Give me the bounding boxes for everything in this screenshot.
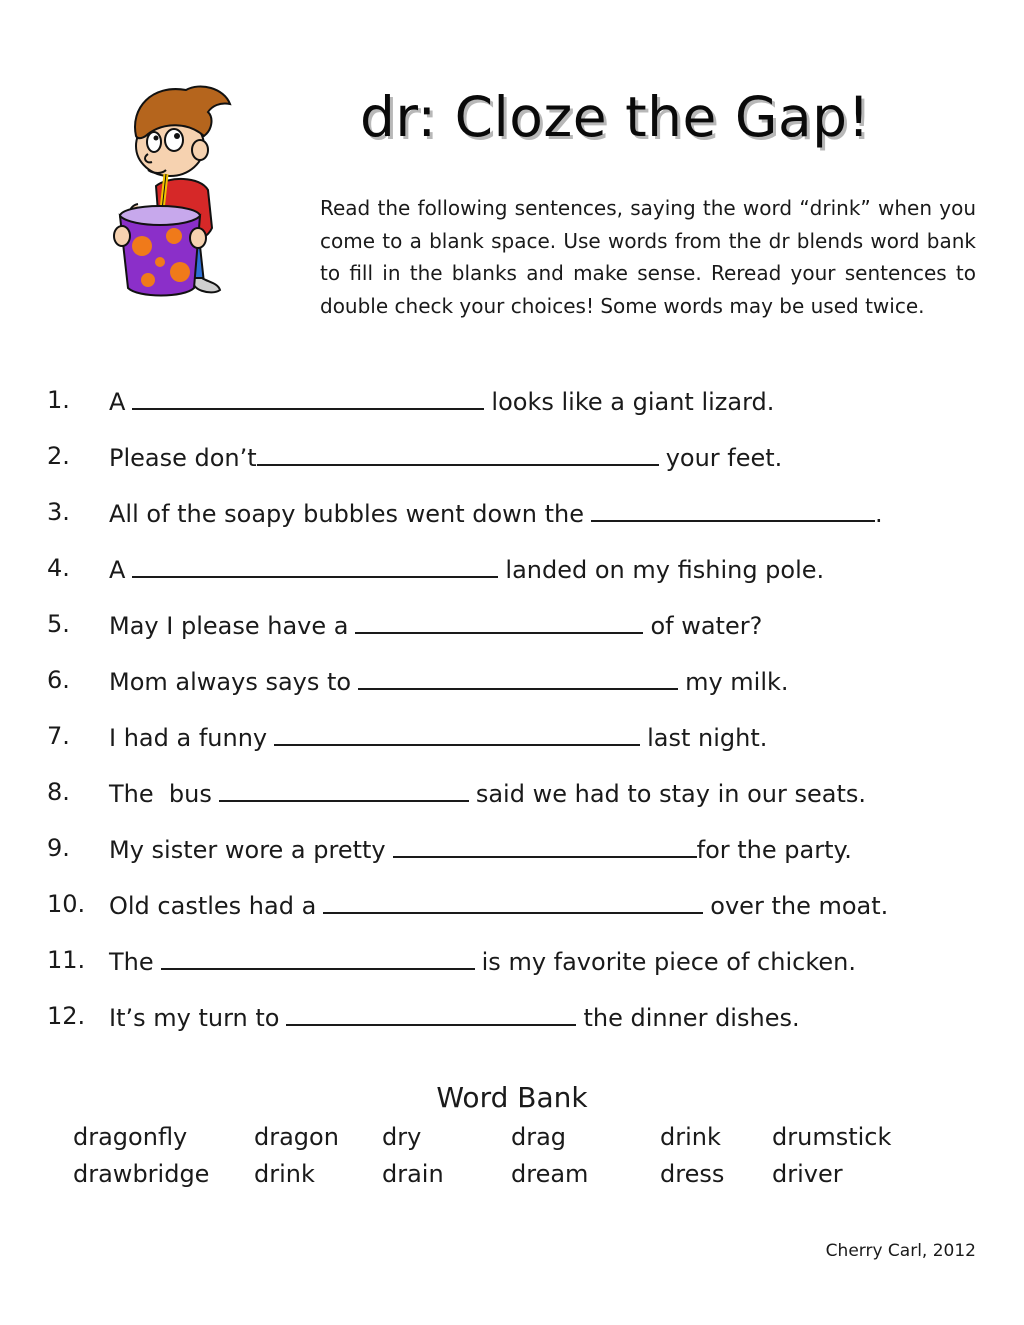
sentence-row [0,996,1024,1036]
sentence-text-after: the dinner dishes. [583,1004,800,1032]
sentence-text-after: of water? [650,612,763,640]
answer-blank[interactable] [355,604,643,634]
sentence-number: 10. [47,890,86,918]
sentence-text-after: is my favorite piece of chicken. [481,948,856,976]
word-bank-word: drain [382,1160,444,1188]
sentence-number: 2. [47,442,70,470]
sentence-row [0,828,1024,868]
answer-blank[interactable] [161,940,475,970]
answer-blank[interactable] [323,884,703,914]
sentence-row [0,940,1024,980]
answer-blank[interactable] [132,380,484,410]
word-bank-word: dream [511,1160,589,1188]
sentence-number: 12. [47,1002,86,1030]
sentence-row [0,436,1024,476]
sentence-text-after: my milk. [685,668,789,696]
author-credit: Cherry Carl, 2012 [825,1241,976,1261]
sentence-text-after: over the moat. [710,892,889,920]
sentence-number: 7. [47,722,70,750]
word-bank-word: drumstick [772,1123,892,1151]
sentence-number: 3. [47,498,70,526]
boy-drinking-illustration [108,78,258,300]
sentence-text-after: landed on my fishing pole. [505,556,825,584]
sentence-text-after: said we had to stay in our seats. [475,780,866,808]
word-bank-word: drink [254,1160,315,1188]
sentence-number: 8. [47,778,70,806]
sentence-text-before: A [109,556,126,584]
word-bank-word: dragonfly [73,1123,188,1151]
sentence-text-before: Mom always says to [109,668,352,696]
word-bank-word: dress [660,1160,725,1188]
sentence-text-after: for the party. [696,836,852,864]
word-bank-word: drawbridge [73,1160,210,1188]
instructions-paragraph: Read the following sentences, saying the word “drink” when you come to a blank space. Use words from the dr blends word bank to fill in the blanks and make sense. Reread your sentences to double check your choices! Some words may be used twice. [320,196,976,318]
word-bank-word: drink [660,1123,721,1151]
sentence-text-before: My sister wore a pretty [109,836,386,864]
sentence-text-after: last night. [647,724,768,752]
sentence-number: 5. [47,610,70,638]
sentence-text-before: Please don’t [109,444,257,472]
sentence-text-before: May I please have a [109,612,349,640]
sentence-text-before: It’s my turn to [109,1004,280,1032]
word-bank-word: drag [511,1123,567,1151]
sentence-text-before: Old castles had a [109,892,317,920]
word-bank-word: dry [382,1123,422,1151]
sentence-text-before: All of the soapy bubbles went down the [109,500,585,528]
sentence-number: 9. [47,834,70,862]
sentence-text-before: A [109,388,126,416]
sentence-row [0,716,1024,756]
sentence-text-before: I had a funny [109,724,268,752]
sentence-text-after: . [875,500,883,528]
answer-blank[interactable] [257,436,659,466]
sentence-row [0,604,1024,644]
sentence-text-after: your feet. [665,444,783,472]
answer-blank[interactable] [286,996,576,1026]
sentence-number: 4. [47,554,70,582]
answer-blank[interactable] [274,716,640,746]
word-bank-word: driver [772,1160,843,1188]
word-bank-title: Word Bank [436,1081,588,1114]
sentence-number: 1. [47,386,70,414]
sentence-row [0,772,1024,812]
sentence-text-before: The bus [109,780,212,808]
answer-blank[interactable] [591,492,875,522]
sentence-text-before: The [109,948,154,976]
answer-blank[interactable] [393,828,697,858]
sentence-row [0,492,1024,532]
sentence-number: 11. [47,946,86,974]
sentence-text-after: looks like a giant lizard. [491,388,775,416]
page-title: dr: Cloze the Gap! [360,85,871,149]
sentence-row [0,884,1024,924]
sentence-row [0,380,1024,420]
answer-blank[interactable] [132,548,498,578]
sentence-row [0,548,1024,588]
sentence-row [0,660,1024,700]
sentence-number: 6. [47,666,70,694]
word-bank-word: dragon [254,1123,339,1151]
answer-blank[interactable] [219,772,469,802]
answer-blank[interactable] [358,660,678,690]
